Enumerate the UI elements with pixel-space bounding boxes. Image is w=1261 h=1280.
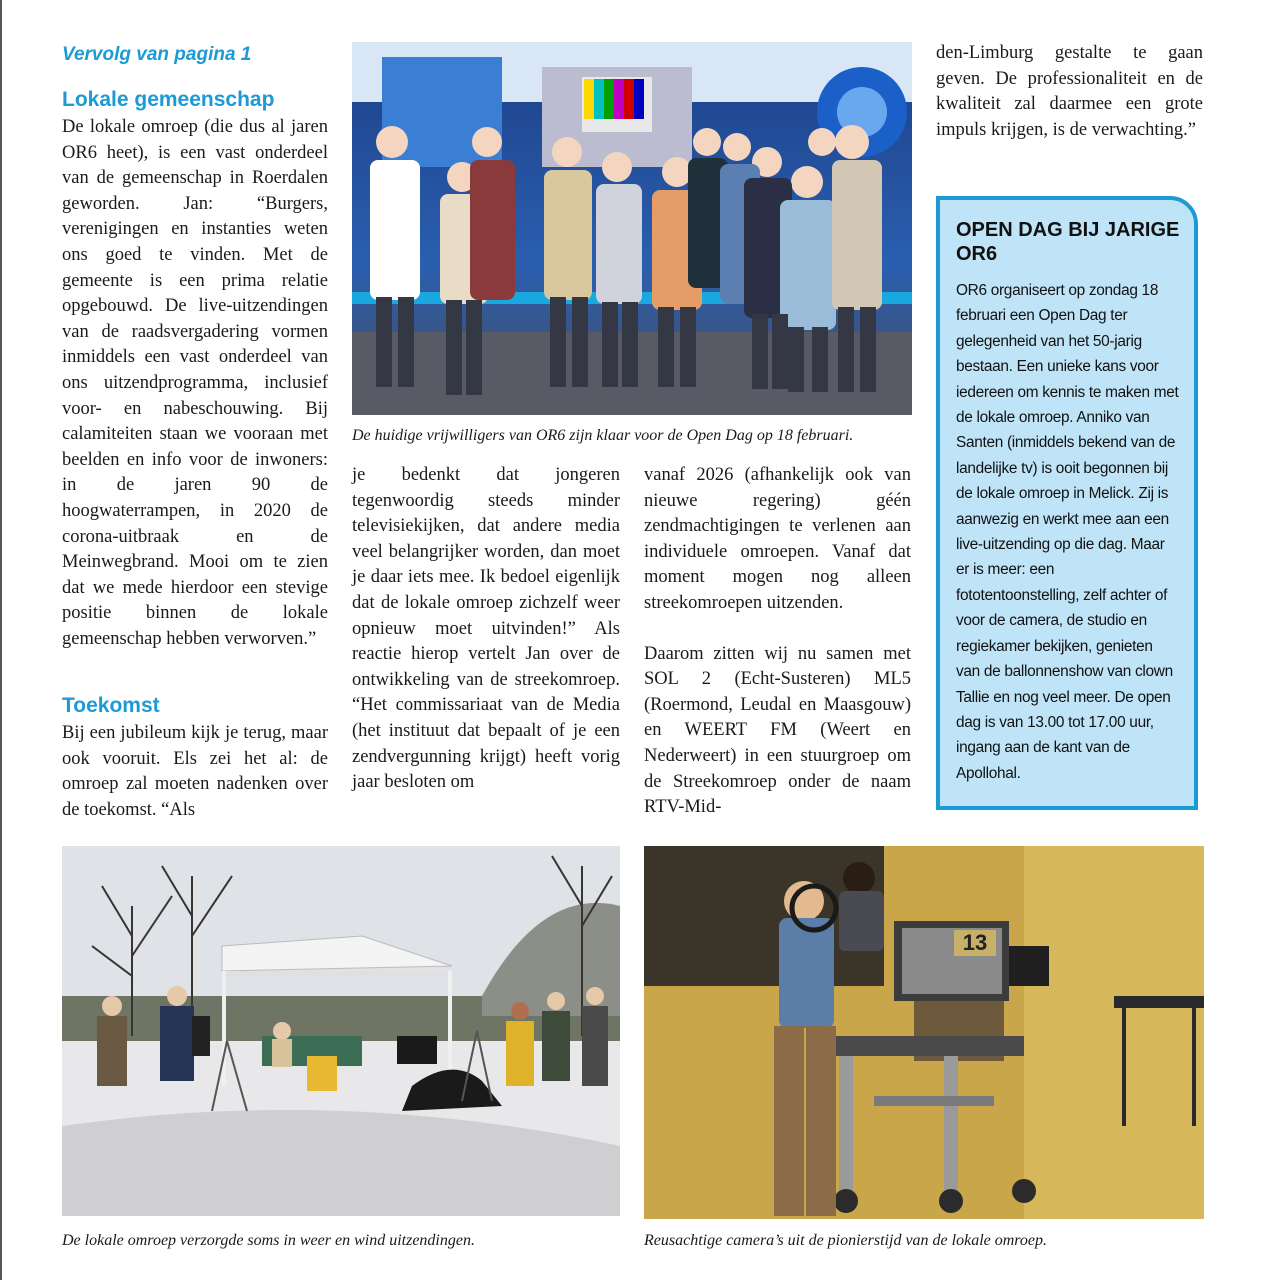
photo-pioneer-camera [644,846,1204,1219]
article-text-section1: De lokale omroep (die dus al jaren OR6 heet), is een vast onderdeel van de gemeenschap in Roerdalen geworden. Jan: “Burgers, verenigingen en instanties weten ons goed te vinden. Met de gemeente is een prima relatie opgebouwd. De live-uitzendingen van de raadsvergadering vormen inmiddels een vast onderdeel van ons uitzendprogramma, inclusief voor- en nabeschouwing. Bij calamiteiten staan we vooraan met beelden en info voor de inwoners: in de jaren 90 de hoogwaterrampen, in 2020 de corona-uitbraak en de Meinwegbrand. Mooi om te zien dat we mede hierdoor een stevige positie binnen de lokale gemeenschap hebben verworven.” [62,117,328,649]
continuation-kicker: Vervolg van pagina 1 [62,44,252,65]
article-paragraph-3b: Daarom zitten wij nu samen met SOL 2 (Echt-Susteren) ML5 (Roermond, Leudal en Maasgouw) en WEERT FM (Weert en Nederweert) in een stuurgroep om de Streekomroep onder de naam RTV-Mid- [644,643,911,818]
article-text-column3 [644,463,911,821]
section-heading-lokale-gemeenschap: Lokale gemeenschap [62,88,275,111]
section-heading-toekomst: Toekomst [62,694,160,717]
article-text-section2: Bij een jubileum kijk je terug, maar ook vooruit. Els zei het al: de omroep zal moeten nadenken over de toekomst. “Als [62,723,328,820]
article-paragraph-3a: vanaf 2026 (afhankelijk ook van nieuwe regering) géén zendmachtigingen te verlenen aan individuele omroepen. Vanaf dat moment mogen nog alleen streekomroepen uitzenden. [644,465,911,613]
photo-outdoor-broadcast [62,846,620,1216]
article-text-column4: den-Limburg gestalte te gaan geven. De professionaliteit en de kwaliteit zal daarmee een grote impuls krijgen, is de verwachting.” [936,43,1203,140]
infobox-text: OR6 organiseert op zondag 18 februari een Open Dag ter gelegenheid van het 50-jarig bestaan. Een unieke kans voor iedereen om kennis te maken met de lokale omroep. Anniko van Santen (inmiddels bekend van de landelijke tv) is ooit begonnen bij de lokale omroep in Melick. Zij is aanwezig en werkt mee aan een live-uitzending op die dag. Maar er is meer: een fototentoonstelling, zelf achter of voor de camera, de studio en regiekamer bekijken, genieten van de ballonnenshow van clown Tallie en nog veel meer. De open dag is van 13.00 tot 17.00 uur, ingang aan de kant van de Apollohal. [956,282,1179,782]
caption-outdoor: De lokale omroep verzorgde soms in weer en wind uitzendingen. [62,1232,475,1249]
caption-camera: Reusachtige camera’s uit de pionierstijd van de lokale omroep. [644,1232,1048,1249]
infobox-open-dag [936,196,1198,810]
camera-number-label: 13 [962,930,988,955]
article-text-column2: je bedenkt dat jongeren tegenwoordig steeds minder televisiekijken, dat andere media veel belangrijker worden, dan moet je daar iets mee. Ik bedoel eigenlijk dat de lokale omroep zichzelf weer opnieuw moet uitvinden!” Als reactie hierop vertelt Jan over de ontwikkeling van de streekomroep. “Het commissariaat van de Media (het instituut dat bepaalt of je een zendvergunning krijgt) heeft vorig jaar besloten om [352,465,620,793]
caption-volunteers: De huidige vrijwilligers van OR6 zijn klaar voor de Open Dag op 18 februari. [352,427,854,444]
infobox-title: OPEN DAG BIJ JARIGE OR6 [956,219,1180,265]
page-edge [0,0,2,1280]
photo-volunteers-studio [352,42,912,415]
